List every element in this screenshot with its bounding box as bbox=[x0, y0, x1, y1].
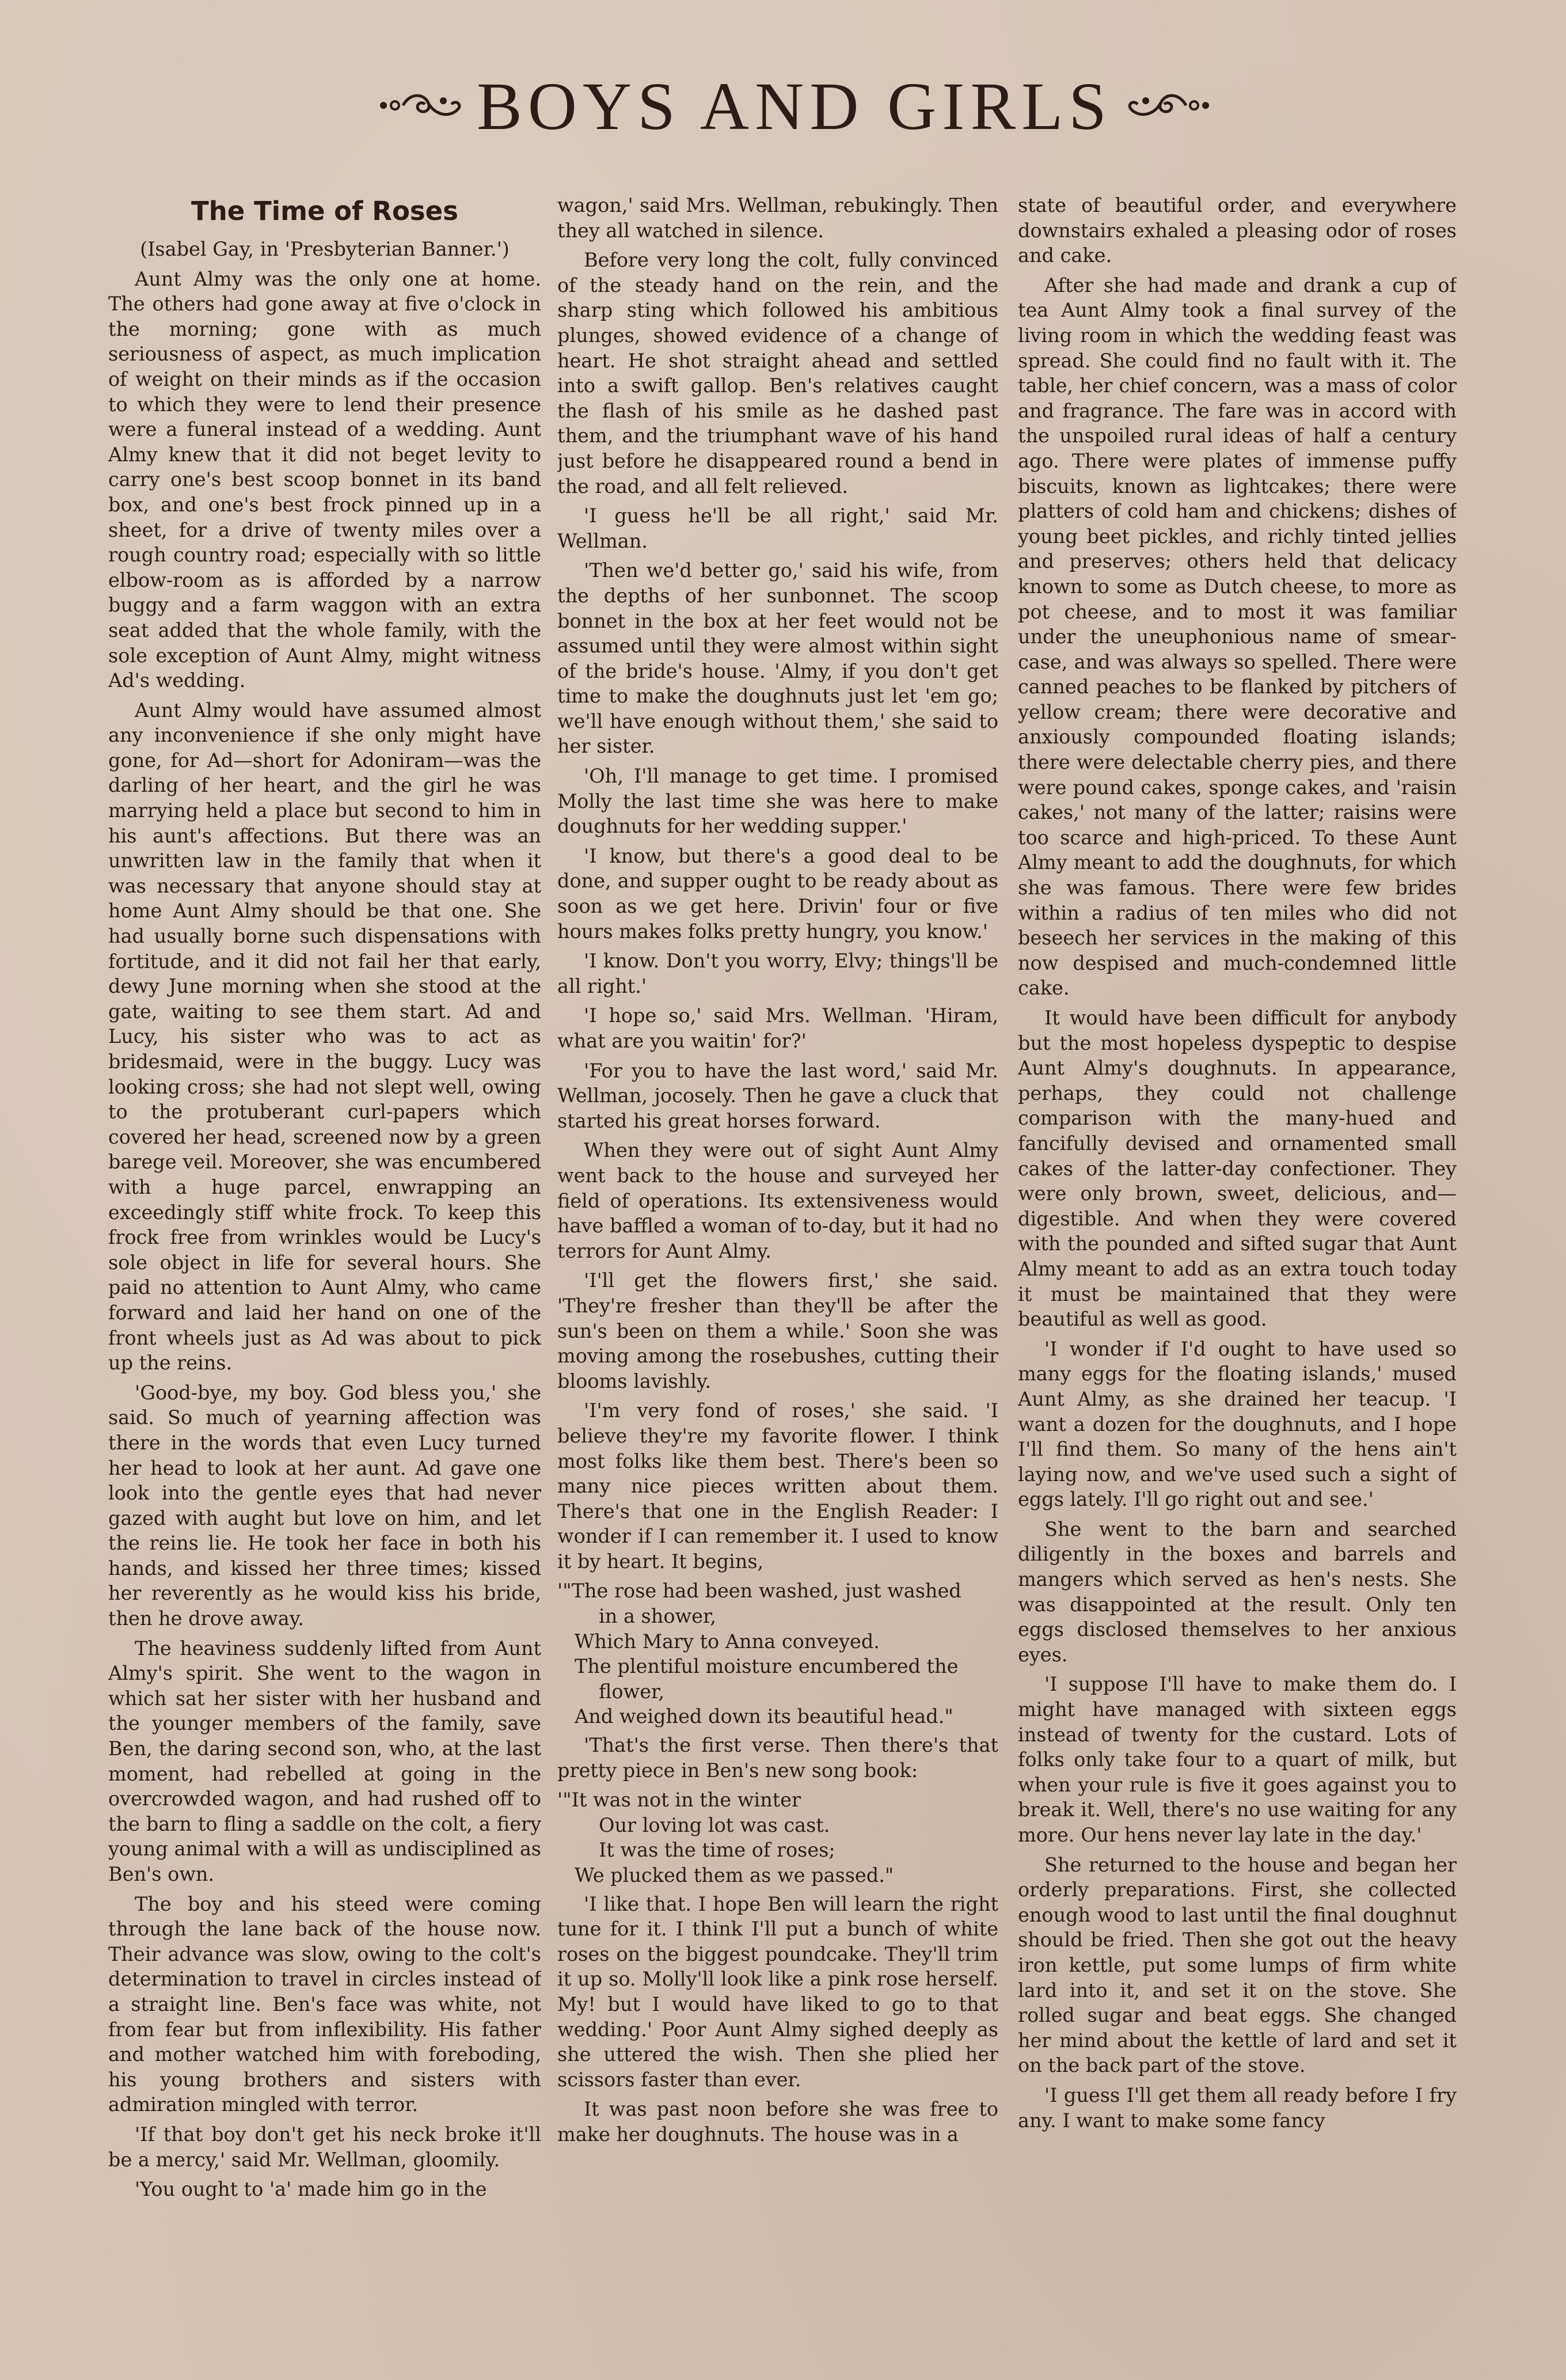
poem-line: flower, bbox=[599, 1680, 664, 1703]
paragraph: 'If that boy don't get his neck broke it'll be a mercy,' said Mr. Wellman, gloomily. bbox=[108, 2123, 541, 2171]
section-title: BOYS AND GIRLS bbox=[477, 69, 1112, 144]
left-scroll-ornament-icon bbox=[375, 88, 462, 125]
paragraph: 'I know. Don't you worry, Elvy; things'll be all right.' bbox=[557, 950, 998, 997]
paragraph: She returned to the house and began her orderly preparations. First, she collected enough wood to last until the final doughnut should be fried. Then she got out the heavy iron kettle, put some lumps of firm white lard into it, and set it on the stove. She rolled sugar and beat eggs. She changed her mind about the kettle of lard and set it on the back part of the stove. bbox=[1018, 1853, 1457, 2077]
poem-line: '"It was not in the winter bbox=[557, 1789, 801, 1812]
paragraph: wagon,' said Mrs. Wellman, rebukingly. Then they all watched in silence. bbox=[557, 194, 998, 242]
paragraph: 'I like that. I hope Ben will learn the right tune for it. I think I'll put a bunch of white roses on the biggest poundcake. They'll trim it up so. Molly'll look like a pink rose herself. My! but I would have liked to go to that wedding.' Poor Aunt Almy sighed deeply as she uttered the wish. Then she plied her scissors faster than ever. bbox=[557, 1892, 998, 2091]
poem-line: It was the time of roses; bbox=[599, 1839, 835, 1862]
paragraph: After she had made and drank a cup of tea Aunt Almy took a final survey of the living room in which the wedding feast was spread. She could find no fault with it. The table, her chief concern, was a mass of color and fragrance. The fare was in accord with the unspoiled rural ideas of half a century ago. There were plates of immense puffy biscuits, known as lightcakes; there were platters of cold ham and chickens; dishes of young beet pickles, and richly tinted jellies and preserves; others held that delicacy known to some as Dutch cheese, to more as pot cheese, and to most it was familiar under the uneuphonious name of smear-case, and was always so spelled. There were canned peaches to be flanked by pitchers of yellow cream; there were decorative and anxiously compounded floating islands; there were delectable cherry pies, and there were pound cakes, sponge cakes, and 'raisin cakes,' not many of the latter; raisins were too scarce and high-priced. To these Aunt Almy meant to add the doughnuts, for which she was famous. There were few brides within a radius of ten miles who did not beseech her services in the making of this now despised and much-condemned little cake. bbox=[1018, 274, 1457, 1000]
poem-line: Our loving lot was cast. bbox=[599, 1813, 830, 1836]
paragraph: When they were out of sight Aunt Almy went back to the house and surveyed her field of operations. Its extensiveness would have baffled a woman of to-day, but it had no terrors for Aunt Almy. bbox=[557, 1139, 998, 1262]
column-2 bbox=[557, 193, 998, 2347]
paragraph: 'You ought to 'a' made him go in the bbox=[135, 2178, 487, 2201]
paragraph: 'I'll get the flowers first,' she said. 'They're fresher than they'll be after the sun's been on them a while.' Soon she was moving among the rosebushes, cutting their blooms lavishly. bbox=[557, 1269, 998, 1392]
poem-line: And weighed down its beautiful head." bbox=[575, 1705, 953, 1728]
paragraph: 'That's the first verse. Then there's that pretty piece in Ben's new song book: bbox=[557, 1734, 998, 1782]
paragraph: 'I wonder if I'd ought to have used so many eggs for the floating islands,' mused Aunt Almy, as she drained her teacup. 'I want a dozen for the doughnuts, and I hope I'll find them. So many of the hens ain't laying now, and we've used such a sight of eggs lately. I'll go right out and see.' bbox=[1018, 1337, 1457, 1511]
paragraph: 'I know, but there's a good deal to be done, and supper ought to be ready about as soon as we get here. Drivin' four or five hours makes folks pretty hungry, you know.' bbox=[557, 844, 998, 943]
column-1 bbox=[108, 193, 541, 2347]
paragraph: 'I hope so,' said Mrs. Wellman. 'Hiram, what are you waitin' for?' bbox=[557, 1004, 998, 1052]
paragraph: 'I guess I'll get them all ready before I fry any. I want to make some fancy bbox=[1018, 2083, 1457, 2132]
paragraph: Aunt Almy would have assumed almost any inconvenience if she only might have gone, for Ad—short for Adoniram—was the darling of her heart, and the girl he was marrying held a place but second to him in his aunt's affections. But there was an unwritten law in the family that when it was necessary that anyone should stay at home Aunt Almy should be that one. She had usually borne such dispensations with fortitude, and it did not fail her that early, dewy June morning when she stood at the gate, waiting to see them start. Ad and Lucy, his sister who was to act as bridesmaid, were in the buggy. Lucy was looking cross; she had not slept well, owing to the protuberant curl-papers which covered her head, screened now by a green barege veil. Moreover, she was encumbered with a huge parcel, enwrapping an exceedingly stiff white frock. To keep this frock free from wrinkles would be Lucy's sole object in life for several hours. She paid no attention to Aunt Almy, who came forward and laid her hand on one of the front wheels just as Ad was about to pick up the reins. bbox=[108, 699, 541, 1375]
paragraph: Aunt Almy was the only one at home. The others had gone away at five o'clock in the morning; gone with as much seriousness of aspect, as much implication of weight on their minds as if the occasion to which they were to lend their presence were a funeral instead of a wedding. Aunt Almy knew that it did not beget levity to carry one's best scoop bonnet in its band box, and one's best frock pinned up in a sheet, for a drive of twenty miles over a rough country road; especially with so little elbow-room as is afforded by a narrow buggy and a farm waggon with an extra seat added that the whole family, with the sole exception of Aunt Almy, might witness Ad's wedding. bbox=[108, 267, 541, 692]
paragraph: 'I'm very fond of roses,' she said. 'I believe they're my favorite flower. I think most folks like them best. There's been so many nice pieces written about them. There's that one in the English Reader: I wonder if I can remember it. I used to know it by heart. It begins, bbox=[557, 1399, 998, 1573]
poem-verse-2 bbox=[557, 1787, 998, 1888]
article-byline: (Isabel Gay, in 'Presbyterian Banner.') bbox=[140, 238, 510, 260]
paragraph: The boy and his steed were coming through the lane back of the house now. Their advance was slow, owing to the colt's determination to travel in circles instead of a straight line. Ben's face was white, not from fear but from inflexibility. His father and mother watched him with foreboding, his young brothers and sisters with admiration mingled with terror. bbox=[108, 1892, 541, 2116]
paragraph: Before very long the colt, fully convinced of the steady hand on the rein, and the sharp sting which followed his ambitious plunges, showed evidence of a change of heart. He shot straight ahead and settled into a swift gallop. Ben's relatives caught the flash of his smile as he dashed past them, and the triumphant wave of his hand just before he disappeared round a bend in the road, and all felt relieved. bbox=[557, 249, 998, 498]
poem-verse-1 bbox=[557, 1578, 998, 1729]
paragraph: 'I guess he'll be all right,' said Mr. Wellman. bbox=[557, 504, 998, 552]
paragraph: The heaviness suddenly lifted from Aunt Almy's spirit. She went to the wagon in which sat her sister with her husband and the younger members of the family, save Ben, the daring second son, who, at the last moment, had rebelled at going in the overcrowded wagon, and had rushed off to the barn to fling a saddle on the colt, a fiery young animal with a will as undisciplined as Ben's own. bbox=[108, 1637, 541, 1885]
poem-line: We plucked them as we passed." bbox=[575, 1864, 894, 1886]
poem-line: Which Mary to Anna conveyed. bbox=[575, 1630, 880, 1653]
article-title: The Time of Roses bbox=[191, 196, 458, 226]
section-masthead bbox=[299, 63, 1290, 150]
paragraph: It would have been difficult for anybody but the most hopeless dyspeptic to despise Aunt Almy's doughnuts. In appearance, perhaps, they could not challenge comparison with the many-hued and fancifully devised and ornamented small cakes of the latter-day confectioner. They were only brown, sweet, delicious, and—digestible. And when they were covered with the pounded and sifted sugar that Aunt Almy meant to add as an extra touch today it must be maintained that they were beautiful as well as good. bbox=[1018, 1007, 1457, 1331]
paragraph: 'Oh, I'll manage to get time. I promised Molly the last time she was here to make doughnuts for her wedding supper.' bbox=[557, 765, 998, 838]
paragraph: 'I suppose I'll have to make them do. I might have managed with sixteen eggs instead of twenty for the custard. Lots of folks only take four to a quart of milk, but when your rule is five it goes against you to break it. Well, there's no use waiting for any more. Our hens never lay late in the day.' bbox=[1018, 1673, 1457, 1846]
paragraph: It was past noon before she was free to make her doughnuts. The house was in a bbox=[557, 2098, 998, 2146]
paragraph: 'For you to have the last word,' said Mr. Wellman, jocosely. Then he gave a cluck that started his great horses forward. bbox=[557, 1059, 998, 1132]
poem-line: in a shower, bbox=[599, 1605, 716, 1628]
paragraph: 'Good-bye, my boy. God bless you,' she said. So much of yearning affection was there in the words that even Lucy turned her head to look at her aunt. Ad gave one look into the gentle eyes that had never gazed with aught but love on him, and let the reins lie. He took her face in both his hands, and kissed her three times; kissed her reverently as he would kiss his bride, then he drove away. bbox=[108, 1381, 541, 1630]
right-scroll-ornament-icon bbox=[1127, 88, 1214, 125]
poem-line: '"The rose had been washed, just washed bbox=[557, 1580, 961, 1603]
column-3 bbox=[1018, 193, 1457, 2347]
paragraph: 'Then we'd better go,' said his wife, from the depths of her sunbonnet. The scoop bonnet in the box at her feet would not be assumed until they were almost within sight of the bride's house. 'Almy, if you don't get time to make the doughnuts just let 'em go; we'll have enough without them,' she said to her sister. bbox=[557, 559, 998, 758]
paragraph: state of beautiful order, and everywhere downstairs exhaled a pleasing odor of roses and cake. bbox=[1018, 194, 1457, 267]
poem-line: The plentiful moisture encumbered the bbox=[575, 1655, 959, 1678]
paragraph: She went to the barn and searched diligently in the boxes and barrels and mangers which served as hen's nests. She was disappointed at the result. Only ten eggs disclosed themselves to her anxious eyes. bbox=[1018, 1517, 1457, 1666]
